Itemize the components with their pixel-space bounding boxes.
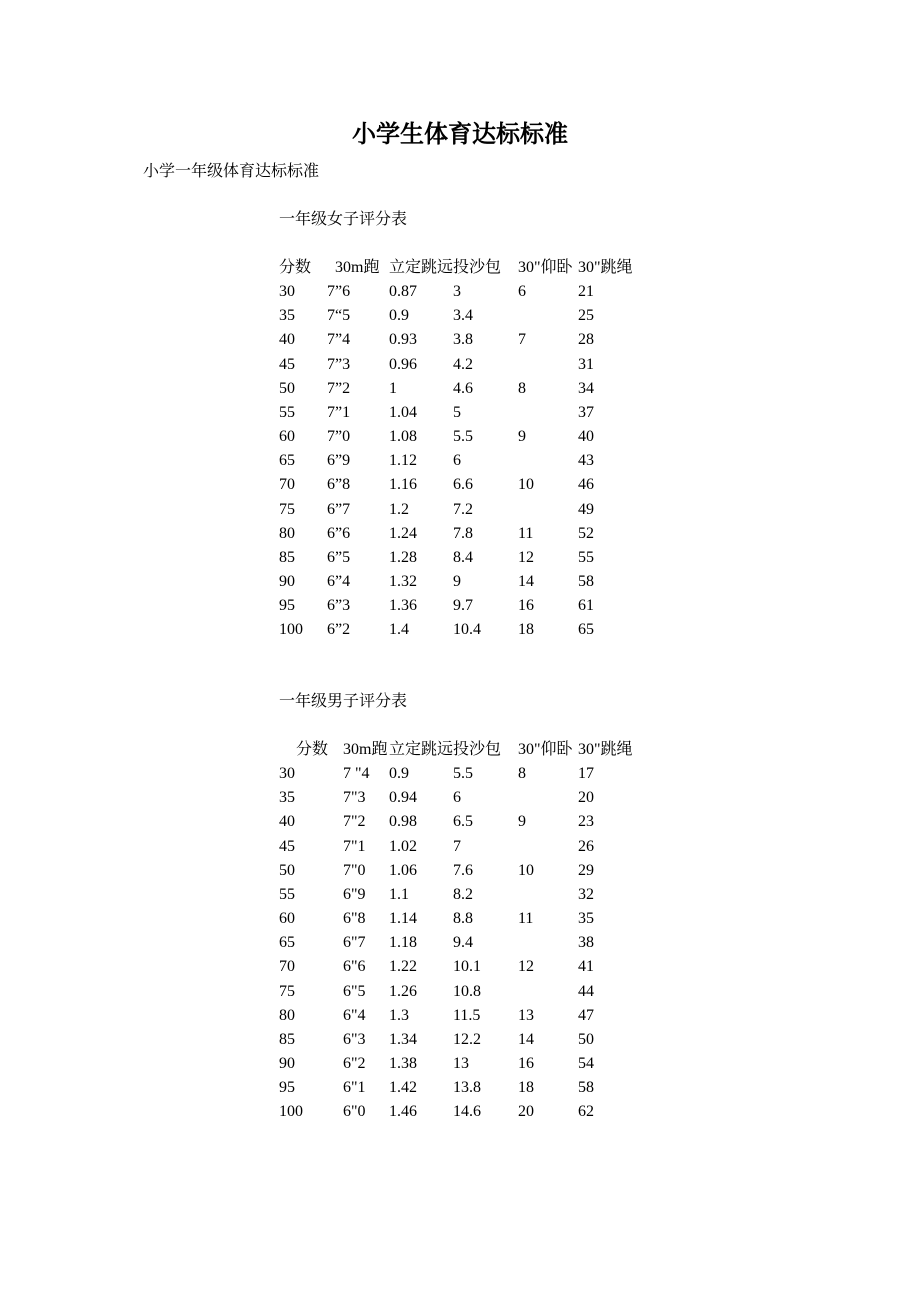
girls-table-row: [279, 618, 648, 642]
score-cell: 70: [279, 958, 295, 976]
long-jump-cell: 1.38: [389, 1055, 417, 1073]
sandbag-cell: 14.6: [453, 1103, 482, 1121]
sandbag-cell: 12.2: [453, 1030, 482, 1048]
long-jump-cell: 1.46: [389, 1103, 417, 1121]
sandbag-cell: 6.6: [453, 476, 474, 494]
run-30m-cell: 7”2: [327, 379, 351, 397]
run-30m-cell: 7”0: [327, 428, 351, 446]
boys-table-row: [279, 1052, 648, 1076]
rope-skip-cell: 43: [578, 452, 595, 470]
long-jump-cell: 1.22: [389, 958, 417, 976]
rope-skip-cell: 25: [578, 307, 595, 325]
score-cell: 45: [279, 355, 295, 373]
rope-skip-cell: 20: [578, 789, 595, 807]
long-jump-cell: 1.28: [389, 548, 417, 566]
situps-cell: 14: [518, 1030, 535, 1048]
score-cell: 75: [279, 982, 295, 1000]
header-score: 分数: [279, 259, 312, 276]
rope-skip-cell: 40: [578, 428, 595, 446]
sandbag-cell: 6.5: [453, 813, 474, 831]
rope-skip-cell: 55: [578, 548, 595, 566]
run-30m-cell: 7"1: [343, 837, 366, 855]
run-30m-cell: 7”1: [327, 403, 351, 421]
rope-skip-cell: 17: [578, 765, 595, 783]
header-score: 分数: [296, 741, 329, 758]
sandbag-cell: 13.8: [453, 1079, 482, 1097]
run-30m-cell: 6"1: [343, 1079, 366, 1097]
run-30m-cell: 6”8: [327, 476, 351, 494]
situps-cell: 16: [518, 597, 535, 615]
rope-skip-cell: 32: [578, 885, 595, 903]
boys-table-row: [279, 1076, 648, 1100]
girls-table-row: [279, 401, 648, 425]
long-jump-cell: 0.93: [389, 331, 417, 349]
boys-table-row: [279, 955, 648, 979]
girls-table-row: [279, 498, 648, 522]
header-sandbag-throw: 投沙包: [453, 741, 502, 758]
sandbag-cell: 13: [453, 1055, 470, 1073]
long-jump-cell: 1.32: [389, 573, 417, 591]
score-cell: 90: [279, 573, 295, 591]
sandbag-cell: 8.8: [453, 910, 474, 928]
situps-cell: [518, 498, 578, 522]
rope-skip-cell: 65: [578, 621, 595, 639]
situps-cell: 9: [518, 813, 527, 831]
boys-table-row: [279, 931, 648, 955]
sandbag-cell: 4.6: [453, 379, 474, 397]
situps-cell: 6: [518, 283, 527, 301]
header-30s-situps: 30"仰卧: [518, 741, 573, 758]
sandbag-cell: 6: [453, 452, 462, 470]
long-jump-cell: 0.9: [389, 765, 409, 783]
long-jump-cell: 1.26: [389, 982, 417, 1000]
document-subtitle: 小学一年级体育达标标准: [143, 163, 320, 180]
situps-cell: [518, 449, 578, 473]
situps-cell: 14: [518, 573, 535, 591]
boys-table-title: 一年级男子评分表: [279, 693, 408, 710]
girls-table-row: [279, 546, 648, 570]
long-jump-cell: 1.08: [389, 428, 417, 446]
boys-table-row: [279, 1100, 648, 1124]
sandbag-cell: 9.7: [453, 597, 474, 615]
boys-table-row: [279, 1004, 648, 1028]
score-cell: 80: [279, 524, 295, 542]
rope-skip-cell: 21: [578, 283, 595, 301]
run-30m-cell: 6"0: [343, 1103, 366, 1121]
situps-cell: 13: [518, 1006, 535, 1024]
rope-skip-cell: 58: [578, 573, 595, 591]
run-30m-cell: 6”4: [327, 573, 351, 591]
document-title: 小学生体育达标标准: [352, 122, 568, 148]
header-30s-rope-skip: 30"跳绳: [578, 741, 633, 758]
long-jump-cell: 1.18: [389, 934, 417, 952]
rope-skip-cell: 50: [578, 1030, 595, 1048]
rope-skip-cell: 52: [578, 524, 595, 542]
run-30m-cell: 6”2: [327, 621, 351, 639]
header-30m-run: 30m跑: [343, 741, 388, 758]
sandbag-cell: 10.4: [453, 621, 482, 639]
sandbag-cell: 11.5: [453, 1006, 481, 1024]
rope-skip-cell: 37: [578, 403, 595, 421]
girls-table-row: [279, 353, 648, 377]
run-30m-cell: 6”9: [327, 452, 351, 470]
rope-skip-cell: 62: [578, 1103, 595, 1121]
score-cell: 95: [279, 597, 295, 615]
score-cell: 35: [279, 307, 295, 325]
situps-cell: 11: [518, 524, 534, 542]
sandbag-cell: 4.2: [453, 355, 474, 373]
header-standing-long-jump: 立定跳远: [389, 259, 454, 276]
header-30s-rope-skip: 30"跳绳: [578, 259, 633, 276]
boys-table-row: [279, 859, 648, 883]
run-30m-cell: 6”7: [327, 500, 351, 518]
boys-table-row: [279, 883, 648, 907]
long-jump-cell: 0.94: [389, 789, 417, 807]
long-jump-cell: 1.4: [389, 621, 409, 639]
header-sandbag-throw: 投沙包: [453, 259, 502, 276]
score-cell: 95: [279, 1079, 295, 1097]
score-cell: 50: [279, 861, 295, 879]
girls-table-row: [279, 425, 648, 449]
long-jump-cell: 1.04: [389, 403, 417, 421]
rope-skip-cell: 49: [578, 500, 595, 518]
sandbag-cell: 7.2: [453, 500, 474, 518]
long-jump-cell: 1.3: [389, 1006, 409, 1024]
score-cell: 60: [279, 428, 295, 446]
run-30m-cell: 6”6: [327, 524, 351, 542]
run-30m-cell: 6"4: [343, 1006, 366, 1024]
score-cell: 30: [279, 283, 295, 301]
boys-table-row: [279, 786, 648, 810]
boys-table-row: [279, 810, 648, 834]
header-30s-situps: 30"仰卧: [518, 259, 573, 276]
long-jump-cell: 1.14: [389, 910, 417, 928]
girls-table-row: [279, 449, 648, 473]
situps-cell: [518, 304, 578, 328]
run-30m-cell: 6"9: [343, 885, 366, 903]
girls-table-row: [279, 594, 648, 618]
long-jump-cell: 0.87: [389, 283, 417, 301]
run-30m-cell: 6"7: [343, 934, 366, 952]
rope-skip-cell: 23: [578, 813, 595, 831]
situps-cell: 8: [518, 765, 527, 783]
run-30m-cell: 7“5: [327, 307, 351, 325]
rope-skip-cell: 46: [578, 476, 595, 494]
score-cell: 100: [279, 621, 303, 639]
girls-header-row: [279, 256, 648, 280]
score-cell: 100: [279, 1103, 303, 1121]
situps-cell: 12: [518, 958, 535, 976]
rope-skip-cell: 47: [578, 1006, 595, 1024]
sandbag-cell: 3: [453, 283, 462, 301]
sandbag-cell: 5.5: [453, 428, 474, 446]
header-30m-run: 30m跑: [335, 259, 380, 276]
situps-cell: [518, 786, 578, 810]
situps-cell: 12: [518, 548, 535, 566]
sandbag-cell: 9.4: [453, 934, 474, 952]
situps-cell: 20: [518, 1103, 535, 1121]
girls-table-row: [279, 570, 648, 594]
score-cell: 85: [279, 1030, 295, 1048]
situps-cell: 8: [518, 379, 527, 397]
long-jump-cell: 1.12: [389, 452, 417, 470]
situps-cell: [518, 353, 578, 377]
rope-skip-cell: 58: [578, 1079, 595, 1097]
score-cell: 35: [279, 789, 295, 807]
situps-cell: 11: [518, 910, 534, 928]
sandbag-cell: 10.1: [453, 958, 482, 976]
girls-table-row: [279, 280, 648, 304]
situps-cell: [518, 835, 578, 859]
score-cell: 40: [279, 813, 295, 831]
run-30m-cell: 6"6: [343, 958, 366, 976]
rope-skip-cell: 34: [578, 379, 595, 397]
situps-cell: [518, 401, 578, 425]
score-cell: 85: [279, 548, 295, 566]
sandbag-cell: 3.8: [453, 331, 474, 349]
sandbag-cell: 6: [453, 789, 462, 807]
score-cell: 65: [279, 934, 295, 952]
rope-skip-cell: 35: [578, 910, 595, 928]
situps-cell: 7: [518, 331, 527, 349]
long-jump-cell: 1.1: [389, 885, 409, 903]
run-30m-cell: 6”5: [327, 548, 351, 566]
situps-cell: 10: [518, 861, 535, 879]
long-jump-cell: 0.98: [389, 813, 417, 831]
rope-skip-cell: 31: [578, 355, 595, 373]
long-jump-cell: 1.24: [389, 524, 417, 542]
situps-cell: [518, 980, 578, 1004]
boys-table-row: [279, 907, 648, 931]
situps-cell: [518, 931, 578, 955]
boys-table-row: [279, 835, 648, 859]
girls-table-row: [279, 473, 648, 497]
long-jump-cell: 1.02: [389, 837, 417, 855]
girls-table-row: [279, 328, 648, 352]
long-jump-cell: 1.2: [389, 500, 409, 518]
long-jump-cell: 1.42: [389, 1079, 417, 1097]
rope-skip-cell: 26: [578, 837, 595, 855]
boys-table-row: [279, 762, 648, 786]
run-30m-cell: 6"5: [343, 982, 366, 1000]
long-jump-cell: 1.34: [389, 1030, 417, 1048]
run-30m-cell: 7”6: [327, 283, 351, 301]
rope-skip-cell: 41: [578, 958, 595, 976]
score-cell: 45: [279, 837, 295, 855]
score-cell: 50: [279, 379, 295, 397]
sandbag-cell: 9: [453, 573, 462, 591]
run-30m-cell: 7"0: [343, 861, 366, 879]
long-jump-cell: 0.9: [389, 307, 409, 325]
boys-table-row: [279, 980, 648, 1004]
rope-skip-cell: 38: [578, 934, 595, 952]
score-cell: 55: [279, 403, 295, 421]
run-30m-cell: 6"8: [343, 910, 366, 928]
sandbag-cell: 8.4: [453, 548, 474, 566]
situps-cell: 18: [518, 621, 535, 639]
situps-cell: 9: [518, 428, 527, 446]
score-cell: 80: [279, 1006, 295, 1024]
run-30m-cell: 7"2: [343, 813, 366, 831]
sandbag-cell: 3.4: [453, 307, 474, 325]
boys-table-row: [279, 1028, 648, 1052]
run-30m-cell: 7”4: [327, 331, 351, 349]
girls-table-row: [279, 304, 648, 328]
situps-cell: 16: [518, 1055, 535, 1073]
run-30m-cell: 6”3: [327, 597, 351, 615]
score-cell: 65: [279, 452, 295, 470]
score-cell: 75: [279, 500, 295, 518]
run-30m-cell: 6"2: [343, 1055, 366, 1073]
sandbag-cell: 7.6: [453, 861, 474, 879]
score-cell: 90: [279, 1055, 295, 1073]
header-standing-long-jump: 立定跳远: [389, 741, 454, 758]
long-jump-cell: 0.96: [389, 355, 417, 373]
score-cell: 60: [279, 910, 295, 928]
rope-skip-cell: 44: [578, 982, 595, 1000]
rope-skip-cell: 29: [578, 861, 595, 879]
score-cell: 70: [279, 476, 295, 494]
rope-skip-cell: 61: [578, 597, 595, 615]
girls-table-row: [279, 522, 648, 546]
boys-score-table: [279, 738, 648, 1125]
sandbag-cell: 5.5: [453, 765, 474, 783]
sandbag-cell: 10.8: [453, 982, 482, 1000]
run-30m-cell: 7"3: [343, 789, 366, 807]
sandbag-cell: 5: [453, 403, 462, 421]
long-jump-cell: 1.16: [389, 476, 417, 494]
run-30m-cell: 7 "4: [343, 765, 370, 783]
girls-score-table: [279, 256, 648, 643]
boys-header-row: [279, 738, 648, 762]
long-jump-cell: 1.06: [389, 861, 417, 879]
sandbag-cell: 8.2: [453, 885, 474, 903]
score-cell: 30: [279, 765, 295, 783]
long-jump-cell: 1: [389, 379, 397, 397]
sandbag-cell: 7.8: [453, 524, 474, 542]
situps-cell: 10: [518, 476, 535, 494]
girls-table-row: [279, 377, 648, 401]
sandbag-cell: 7: [453, 837, 462, 855]
rope-skip-cell: 54: [578, 1055, 595, 1073]
situps-cell: [518, 883, 578, 907]
score-cell: 55: [279, 885, 295, 903]
rope-skip-cell: 28: [578, 331, 595, 349]
run-30m-cell: 7”3: [327, 355, 351, 373]
run-30m-cell: 6"3: [343, 1030, 366, 1048]
score-cell: 40: [279, 331, 295, 349]
long-jump-cell: 1.36: [389, 597, 417, 615]
girls-table-title: 一年级女子评分表: [279, 211, 408, 228]
situps-cell: 18: [518, 1079, 535, 1097]
